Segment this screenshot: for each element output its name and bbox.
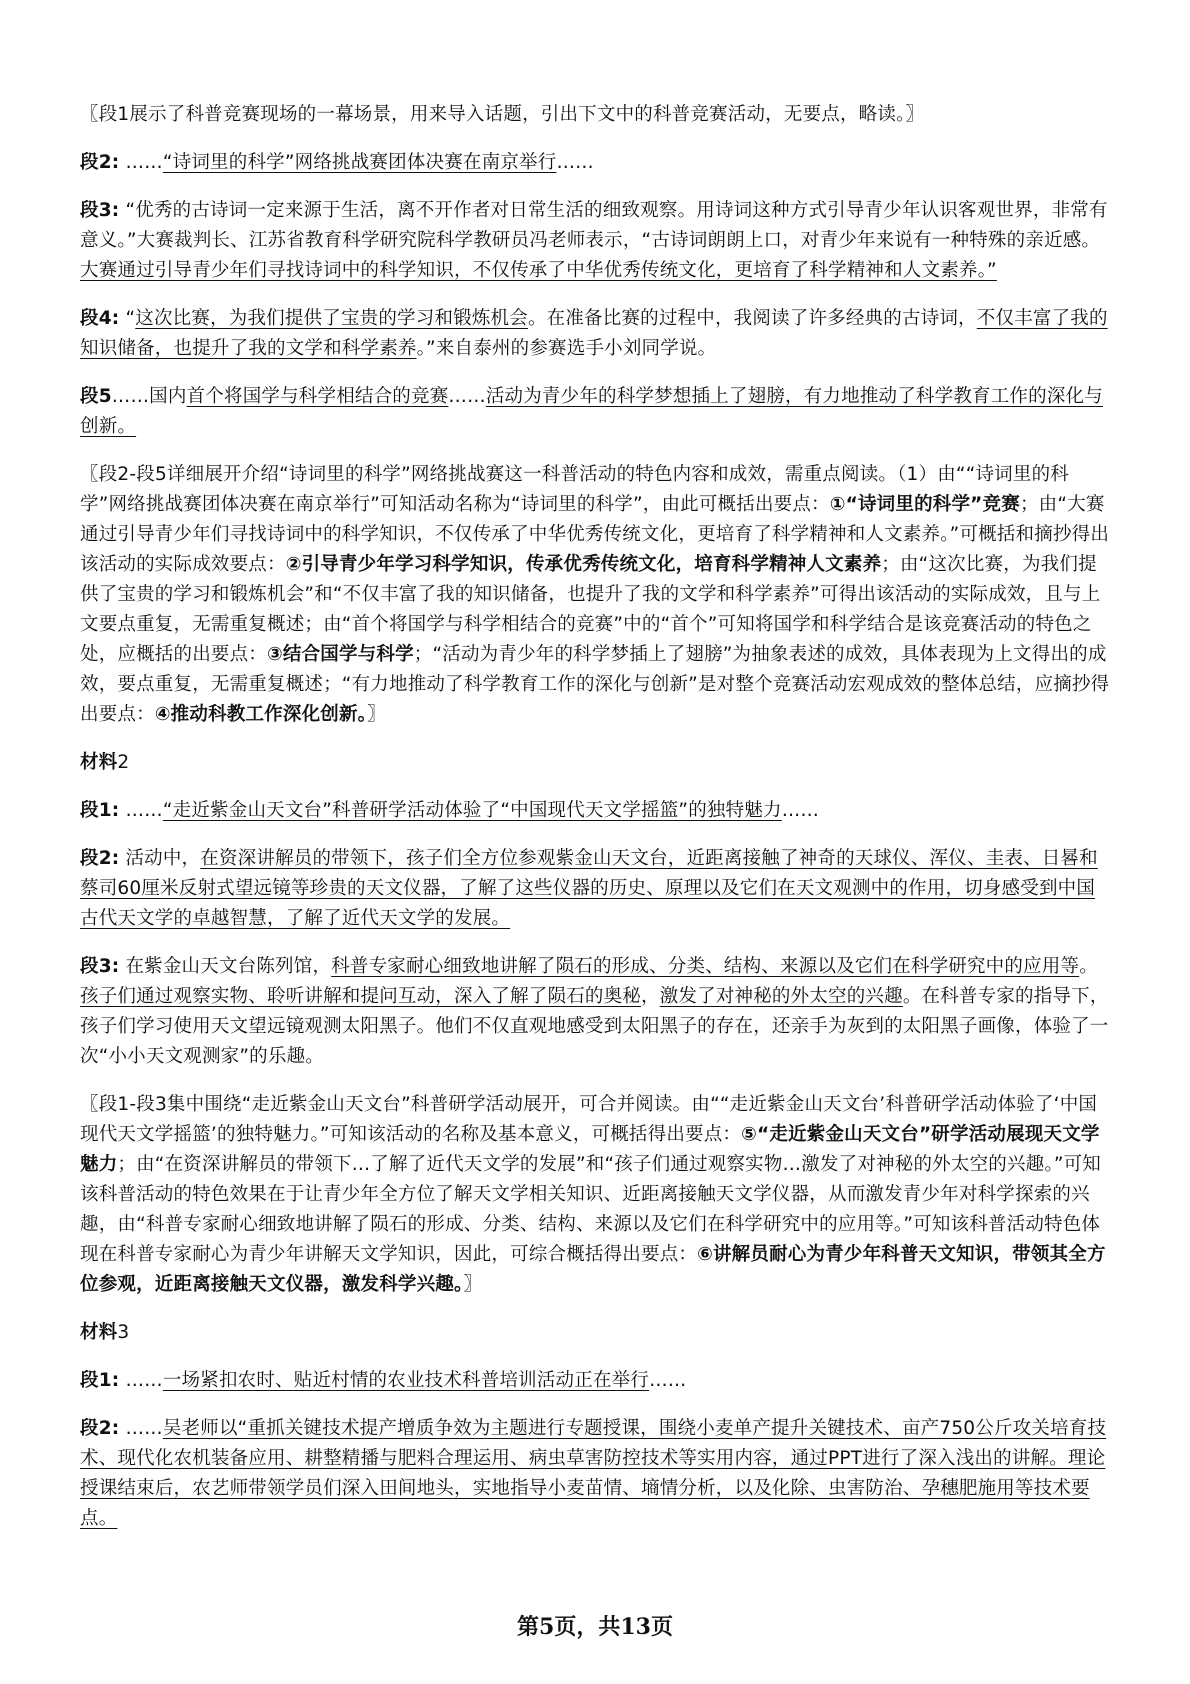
underlined-text: 首个将国学与科学相结合的竞赛 (186, 386, 449, 407)
paragraph-m3-2: 段2: ……吴老师以“重抓关键技术提产增质争效为主题进行专题授课，围绕小麦单产提升关键技术、亩产750公斤攻关培育技术、现代化农机装备应用、耕整精播与肥料合理运用、病虫草害防控技术等实用内容，通过PPT进行了深入浅出的讲解。理论授课结束后，农艺师带领学员们深入田间地头，实地指导小麦苗情、墒情分析，以及化除、虫害防治、孕穗肥施用等技术要点。 (80, 1418, 1107, 1529)
paragraph-m2-3: 段3: 在紫金山天文台陈列馆，科普专家耐心细致地讲解了陨石的形成、分类、结构、来源以及它们在科学研究中的应用等。孩子们通过观察实物、聆听讲解和提问互动，深入了解了陨石的奥秘，激发了对神秘的外太空的兴趣。在科普专家的指导下，孩子们学习使用天文望远镜观测太阳黑子。他们不仅直观地感受到太阳黑子的存在，还亲手为灰到的太阳黑子画像，体验了一次“小小天文观测家”的乐趣。 (80, 956, 1109, 1067)
paragraph-3: 段3: “优秀的古诗词一定来源于生活，离不开作者对日常生活的细致观察。用诗词这种方式引导青少年认识客观世界，非常有意义。”大赛裁判长、江苏省教育科学研究院科学教研员冯老师表示，“古诗词朗朗上口，对青少年来说有一种特殊的亲近感。大赛通过引导青少年们寻找诗词中的科学知识，不仅传承了中华优秀传统文化，更培育了科学精神和人文素养。” (80, 200, 1108, 281)
key-point: ⑤“走近紫金山天文台”研学活动展现天文学魅力 (80, 1124, 1100, 1175)
key-point: ②引导青少年学习科学知识，传承优秀传统文化，培育科学精神人文素养 (285, 554, 882, 575)
underlined-text: 吴老师以“重抓关键技术提产增质争效为主题进行专题授课，围绕小麦单产提升关键技术、亩产750公斤攻关培育技术、现代化农机装备应用、耕整精播与肥料合理运用、病虫草害防控技术等实用内容，通过PPT进行了深入浅出的讲解。理论授课结束后，农艺师带领学员们深入田间地头，实地指导小麦苗情、墒情分析，以及化除、虫害防治、孕穗肥施用等技术要点。 (80, 1418, 1107, 1529)
underlined-text: 这次比赛，为我们提供了宝贵的学习和锻炼机会 (135, 308, 528, 329)
analysis-note-2: 〖段1-段3集中围绕“走近紫金山天文台”科普研学活动展开，可合并阅读。由““走近紫金山天文台’科普研学活动体验了‘中国现代天文学摇篮’的独特魅力。”可知该活动的名称及基本意义，可概括得出要点：⑤“走近紫金山天文台”研学活动展现天文学魅力；由“在资深讲解员的带领下…了解了近代天文学的发展”和“孩子们通过观察实物…激发了对神秘的外太空的兴趣。”可知该科普活动的特色效果在于让青少年全方位了解天文学相关知识、近距离接触天文学仪器，从而激发青少年对科学探索的兴趣，由“科普专家耐心细致地讲解了陨石的形成、分类、结构、来源以及它们在科学研究中的应用等。”可知该科普活动特色体现在科普专家耐心为青少年讲解天文学知识，因此，可综合概括得出要点：⑥讲解员耐心为青少年科普天文知识，带领其全方位参观，近距离接触天文仪器，激发科学兴趣。〗 (80, 1094, 1106, 1295)
material-3-heading: 材料3 (80, 1322, 130, 1343)
paragraph-label: 段3: (80, 956, 120, 977)
paragraph-note-1: 〖段1展示了科普竞赛现场的一幕场景，用来导入话题，引出下文中的科普竞赛活动，无要点，略读。〗 (80, 104, 925, 125)
paragraph-m3-1: 段1: ……一场紧扣农时、贴近村情的农业技术科普培训活动正在举行…… (80, 1370, 687, 1391)
paragraph-label: 段1: (80, 1370, 120, 1391)
underlined-text: “诗词里的科学”网络挑战赛团体决赛在南京举行 (162, 152, 557, 173)
paragraph-4: 段4: “这次比赛，为我们提供了宝贵的学习和锻炼机会。在准备比赛的过程中，我阅读了许多经典的古诗词，不仅丰富了我的知识储备，也提升了我的文学和科学素养。”来自泰州的参赛选手小刘同学说。 (80, 308, 1108, 359)
page-number: 第5页，共13页 (517, 1614, 673, 1640)
underlined-text: 大赛通过引导青少年们寻找诗词中的科学知识，不仅传承了中华优秀传统文化，更培育了科学精神和人文素养。” (80, 260, 997, 281)
document-body (80, 100, 1110, 1552)
underlined-text: 科普专家耐心细致地讲解了陨石的形成、分类、结构、来源以及它们在科学研究中的应用等 (331, 956, 1080, 977)
paragraph-5: 段5……国内首个将国学与科学相结合的竞赛……活动为青少年的科学梦想插上了翅膀，有力地推动了科学教育工作的深化与创新。 (80, 386, 1103, 437)
key-point: ⑥讲解员耐心为青少年科普天文知识，带领其全方位参观，近距离接触天文仪器，激发科学兴趣。 (80, 1244, 1106, 1295)
paragraph-label: 段2: (80, 1418, 120, 1439)
paragraph-label: 段2: (80, 152, 120, 173)
paragraph-label: 段1: (80, 800, 120, 821)
underlined-text: 孩子们通过观察实物、聆听讲解和提问互动，深入了解了陨石的奥秘 (80, 986, 642, 1007)
paragraph-label: 段2: (80, 848, 120, 869)
underlined-text: “走近紫金山天文台”科普研学活动体验了“中国现代天文学摇篮”的独特魅力 (162, 800, 782, 821)
key-point: ③结合国学与科学 (267, 644, 414, 665)
paragraph-m2-1: 段1: ……“走近紫金山天文台”科普研学活动体验了“中国现代天文学摇篮”的独特魅力…… (80, 800, 820, 821)
paragraph-label: 段3: (80, 200, 120, 221)
paragraph-label: 段5 (80, 386, 112, 407)
analysis-note-1: 〖段2-段5详细展开介绍“诗词里的科学”网络挑战赛这一科普活动的特色内容和成效，需重点阅读。（1）由““诗词里的科学”网络挑战赛团体决赛在南京举行”可知活动名称为“诗词里的科学”，由此可概括出要点：①“诗词里的科学”竞赛；由“大赛通过引导青少年们寻找诗词中的科学知识，不仅传承了中华优秀传统文化，更培育了科学精神和人文素养。”可概括和摘抄得出该活动的实际成效要点：②引导青少年学习科学知识，传承优秀传统文化，培育科学精神人文素养；由“这次比赛，为我们提供了宝贵的学习和锻炼机会”和“不仅丰富了我的知识储备，也提升了我的文学和科学素养”可得出该活动的实际成效，且与上文要点重复，无需重复概述；由“首个将国学与科学相结合的竞赛”中的“首个”可知将国学和科学结合是该竞赛活动的特色之处，应概括的出要点：③结合国学与科学；“活动为青少年的科学梦插上了翅膀”为抽象表述的成效，具体表现为上文得出的成效，要点重复，无需重复概述；“有力地推动了科学教育工作的深化与创新”是对整个竞赛活动宏观成效的整体总结，应摘抄得出要点：④推动科教工作深化创新。〗 (80, 464, 1110, 725)
underlined-text: 活动为青少年的科学梦想插上了翅膀，有力地推动了科学教育工作的深化与创新。 (80, 386, 1103, 437)
paragraph-label: 段4: (80, 308, 120, 329)
underlined-text: 一场紧扣农时、贴近村情的农业技术科普培训活动正在举行 (162, 1370, 650, 1391)
underlined-text: 在资深讲解员的带领下，孩子们全方位参观紫金山天文台，近距离接触了神奇的天球仪、浑仪、圭表、日晷和蔡司60厘米反射式望远镜等珍贵的天文仪器，了解了这些仪器的历史、原理以及它们在天文观测中的作用，切身感受到中国古代天文学的卓越智慧，了解了近代天文学的发展。 (80, 848, 1098, 929)
paragraph-2: 段2: ……“诗词里的科学”网络挑战赛团体决赛在南京举行…… (80, 152, 594, 173)
key-point: ①“诗词里的科学”竞赛 (829, 494, 1020, 515)
material-2-heading: 材料2 (80, 752, 130, 773)
key-point: ④推动科教工作深化创新。 (154, 704, 368, 725)
underlined-text: 不仅丰富了我的知识储备，也提升了我的文学和科学素养 (80, 308, 1108, 359)
underlined-text: 激发了对神秘的外太空的兴趣 (659, 986, 903, 1007)
paragraph-m2-2: 段2: 活动中，在资深讲解员的带领下，孩子们全方位参观紫金山天文台，近距离接触了神奇的天球仪、浑仪、圭表、日晷和蔡司60厘米反射式望远镜等珍贵的天文仪器，了解了这些仪器的历史、原理以及它们在天文观测中的作用，切身感受到中国古代天文学的卓越智慧，了解了近代天文学的发展。 (80, 848, 1098, 929)
